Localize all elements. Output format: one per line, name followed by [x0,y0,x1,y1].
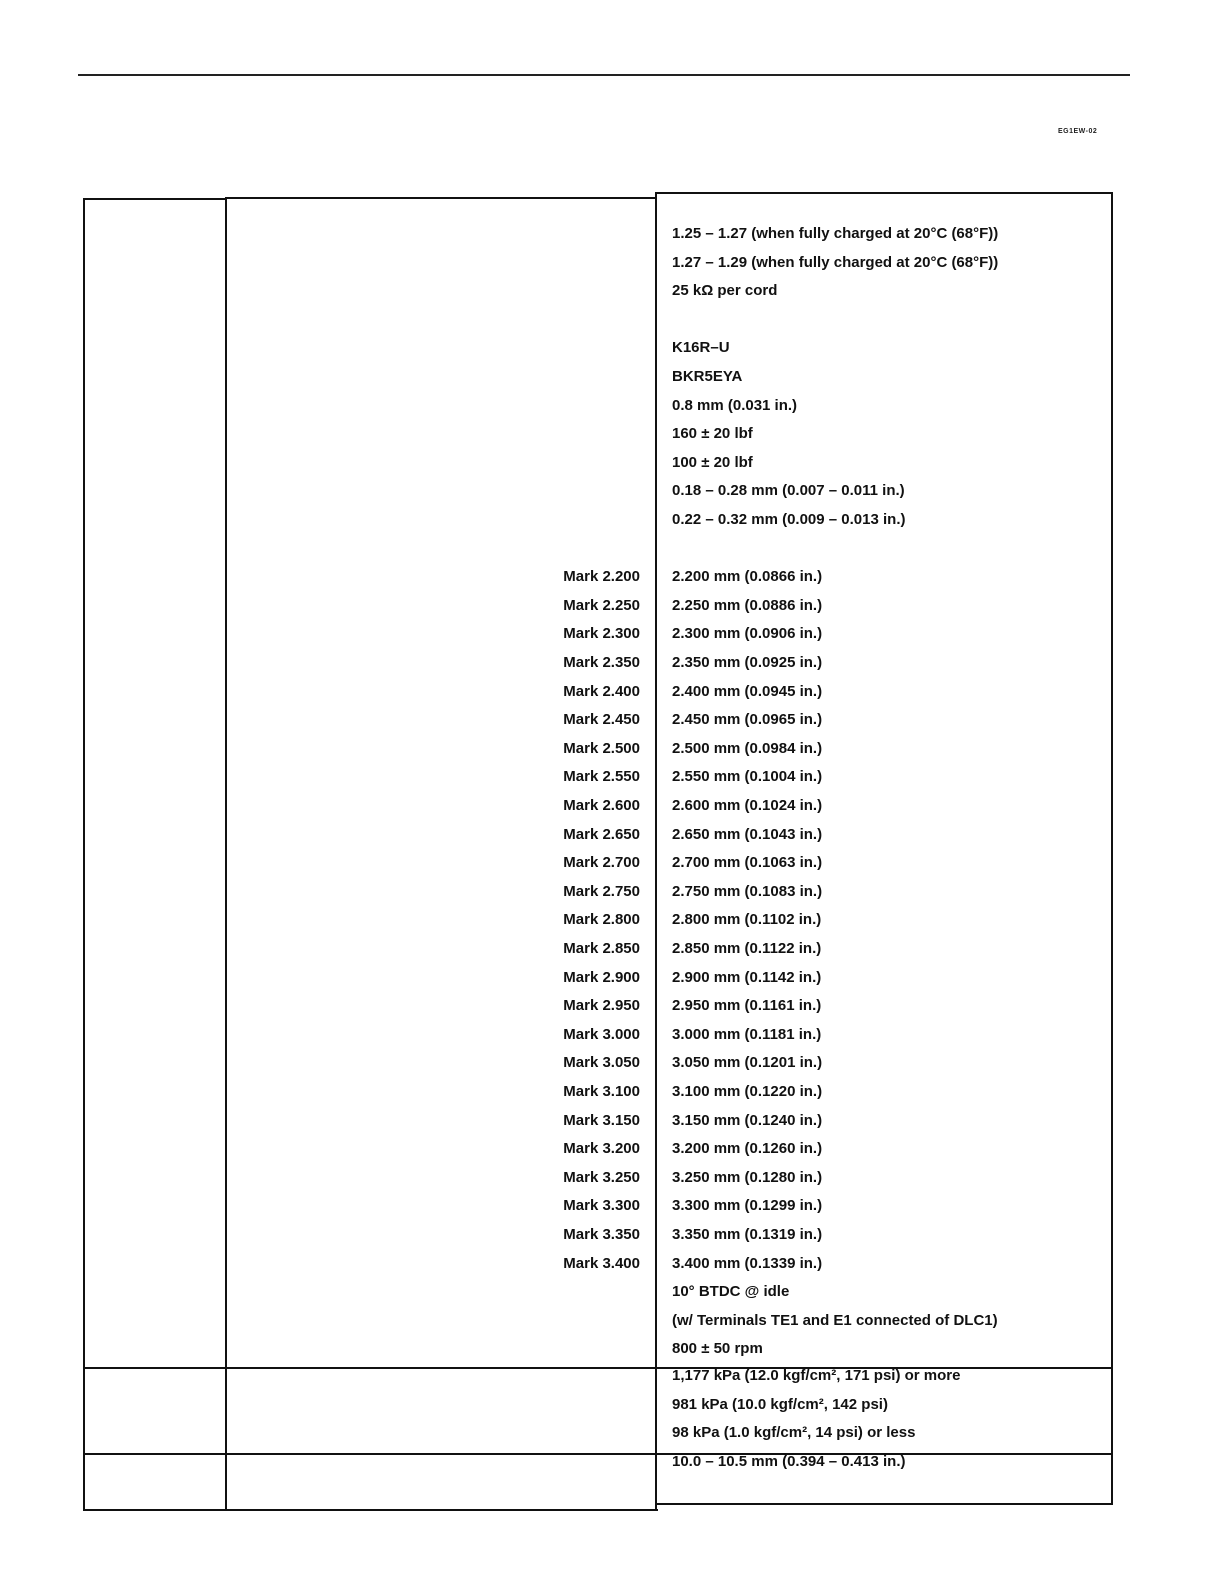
column-divider-2 [655,192,657,1510]
shim-mark-label: Mark 2.750 [563,882,640,900]
table-border-top-right [655,192,1113,194]
spec-value: 10° BTDC @ idle [672,1283,790,1301]
shim-thickness-value: 2.250 mm (0.0886 in.) [672,596,823,614]
shim-thickness-value: 2.450 mm (0.0965 in.) [672,711,823,729]
shim-mark-label: Mark 2.400 [563,682,640,700]
shim-thickness-value: 2.350 mm (0.0925 in.) [672,654,823,671]
header-rule [78,74,1130,76]
spec-value: 1.27 – 1.29 (when fully charged at 20°C (68°F)) [672,253,999,271]
shim-mark-label: Mark 3.000 [563,1025,640,1043]
shim-thickness-value: 2.650 mm (0.1043 in.) [672,825,823,843]
shim-mark-label: Mark 3.400 [563,1254,640,1272]
shim-mark-label: Mark 3.100 [563,1083,640,1100]
shim-mark-label: Mark 2.450 [563,711,640,729]
shim-thickness-value: 2.850 mm (0.1122 in.) [672,940,822,957]
spec-value: 25 kΩ per cord [672,282,778,300]
specification-table [83,192,1113,1510]
compression-value: 981 kPa (10.0 kgf/cm², 142 psi) [672,1395,888,1413]
spec-value: 0.8 mm (0.031 in.) [672,396,798,414]
shim-thickness-value: 2.300 mm (0.0906 in.) [672,625,823,643]
shim-thickness-value: 3.000 mm (0.1181 in.) [672,1025,822,1043]
shim-mark-label: Mark 2.800 [563,911,640,929]
shim-mark-label: Mark 2.700 [563,854,640,872]
shim-thickness-value: 3.050 mm (0.1201 in.) [672,1054,823,1072]
table-border-top [83,198,226,200]
shim-thickness-value: 3.200 mm (0.1260 in.) [672,1140,823,1158]
shim-thickness-value: 3.350 mm (0.1319 in.) [672,1226,823,1243]
spec-value: 800 ± 50 rpm [672,1340,763,1358]
shim-mark-label: Mark 2.600 [563,797,640,814]
spec-value: 100 ± 20 lbf [672,453,753,471]
shim-thickness-value: 3.150 mm (0.1240 in.) [672,1111,823,1129]
shim-mark-label: Mark 2.950 [563,997,640,1015]
shim-thickness-value: 2.500 mm (0.0984 in.) [672,739,823,757]
shim-mark-label: Mark 3.200 [563,1140,640,1158]
shim-thickness-value: 2.750 mm (0.1083 in.) [672,882,823,900]
shim-mark-label: Mark 2.500 [563,739,640,757]
shim-thickness-value: 2.400 mm (0.0945 in.) [672,682,823,700]
spec-value: 10.0 – 10.5 mm (0.394 – 0.413 in.) [672,1453,906,1470]
shim-thickness-value: 2.950 mm (0.1161 in.) [672,997,822,1015]
shim-mark-label: Mark 3.350 [563,1226,640,1243]
spec-value: K16R–U [672,339,730,357]
shim-mark-label: Mark 2.900 [563,968,640,986]
shim-thickness-value: 2.600 mm (0.1024 in.) [672,797,823,814]
shim-mark-label: Mark 2.300 [563,625,640,643]
shim-thickness-value: 2.700 mm (0.1063 in.) [672,854,823,872]
shim-mark-label: Mark 3.250 [563,1168,640,1186]
shim-mark-label: Mark 2.850 [563,940,640,957]
spec-value: 0.18 – 0.28 mm (0.007 – 0.011 in.) [672,482,905,500]
spec-value: (w/ Terminals TE1 and E1 connected of DLC1) [672,1311,998,1329]
spec-value: 160 ± 20 lbf [672,425,753,443]
compression-value: 98 kPa (1.0 kgf/cm², 14 psi) or less [672,1424,916,1442]
spec-value: BKR5EYA [672,368,743,385]
compression-value: 1,177 kPa (12.0 kgf/cm², 171 psi) or more [672,1367,961,1384]
shim-thickness-value: 3.250 mm (0.1280 in.) [672,1168,823,1186]
shim-thickness-value: 2.900 mm (0.1142 in.) [672,968,822,986]
table-border-top-mid [225,197,656,199]
table-border-bottom-right [656,1503,1113,1505]
spec-value: 1.25 – 1.27 (when fully charged at 20°C (68°F)) [672,225,999,242]
shim-mark-label: Mark 3.050 [563,1054,640,1072]
shim-mark-label: Mark 3.300 [563,1197,640,1215]
table-border-bottom [83,1509,658,1511]
shim-thickness-value: 2.550 mm (0.1004 in.) [672,768,823,786]
shim-thickness-value: 3.400 mm (0.1339 in.) [672,1254,823,1272]
shim-mark-label: Mark 2.350 [563,654,640,671]
row-divider-2 [83,1453,1113,1455]
page-code: EG1EW-02 [1058,128,1098,135]
shim-thickness-value: 3.300 mm (0.1299 in.) [672,1197,823,1215]
shim-mark-label: Mark 3.150 [563,1111,640,1129]
shim-mark-label: Mark 2.250 [563,596,640,614]
shim-mark-label: Mark 2.550 [563,768,640,786]
shim-thickness-value: 2.800 mm (0.1102 in.) [672,911,822,929]
shim-thickness-value: 2.200 mm (0.0866 in.) [672,568,823,586]
shim-thickness-value: 3.100 mm (0.1220 in.) [672,1083,823,1100]
table-border-right [1111,192,1113,1504]
spec-value: 0.22 – 0.32 mm (0.009 – 0.013 in.) [672,511,906,528]
shim-mark-label: Mark 2.200 [563,568,640,586]
shim-mark-label: Mark 2.650 [563,825,640,843]
